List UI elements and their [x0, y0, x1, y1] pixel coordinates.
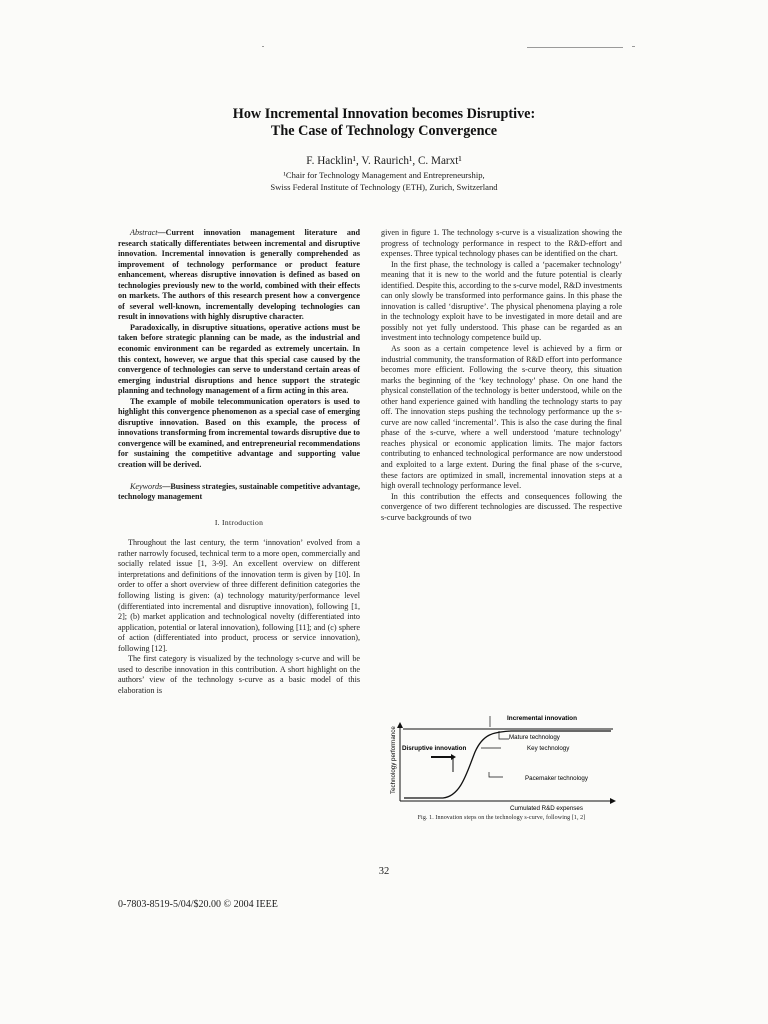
abstract-paragraph: The example of mobile telecommunication operators is used to highlight this convergence phenomenon as a special case of emerging disruptive innovation. Based on this example, the process of innovations transforming from incremental towards disruptive due to convergence will be examined, and entrepreneurial recommendations for sustaining the competitive advantage and supporting value creation will be derived.: [118, 396, 360, 470]
affiliation: [0, 169, 768, 193]
abstract-label: Abstract: [130, 228, 158, 237]
page-number: 32: [378, 866, 390, 877]
figure-caption: Fig. 1. Innovation steps on the technology s-curve, following [1, 2]: [417, 815, 586, 821]
abstract-paragraph: [118, 228, 360, 323]
body-paragraph: In the first phase, the technology is called a ‘pacemaker technology’ meaning that it is new to the world and the future potential is clearly identified. Despite this, according to the s-curve model, R&D investments can only slowly be transformed into performance gains. In this phase the innovation is called ‘disruptive’. The physical phenomena playing a role in the technology exploit have to be investigated in more detail and are possibly not yet fully understood. This phase can be regarded as an investment into technology competence build up.: [381, 259, 622, 343]
label-pacemaker-technology: Pacemaker technology: [525, 775, 588, 782]
abstract-text: —Current innovation management literature and research statically differentiates between incremental and disruptive innovation. Incremental innovation is generally comprehended as improvement of technology performance or product feature enhancement, whereas disruptive innovation is defined as based on technologies previously new to the world, combined with their effects on markets. The authors of this research present how a convergence of several well-known, incrementally developing technologies can result in innovations with highly disruptive character.: [118, 228, 360, 322]
keywords: [118, 482, 360, 503]
scan-mark: [632, 46, 635, 47]
pacemaker-pointer: [489, 772, 503, 777]
author-list: F. Hacklin¹, V. Raurich¹, C. Marxt¹: [306, 155, 462, 167]
copyright-footer: 0-7803-8519-5/04/$20.00 © 2004 IEEE: [118, 899, 278, 910]
scan-mark: [262, 46, 264, 47]
y-axis-arrow: [397, 722, 403, 728]
body-paragraph: The first category is visualized by the technology s-curve and will be used to describe innovation in this contribution. A short highlight on the authors’ view of the technology s-curve as a basic model of this elaboration is: [118, 654, 360, 695]
title-line-2: The Case of Technology Convergence: [270, 122, 498, 139]
s-curve-diagram: [381, 712, 622, 820]
affiliation-line-2: Swiss Federal Institute of Technology (ETH), Zurich, Switzerland: [270, 182, 498, 192]
introduction-body: [118, 538, 360, 696]
header-rule: [527, 47, 623, 48]
label-x-axis: Cumulated R&D expenses: [510, 805, 583, 812]
affiliation-line-1: ¹Chair for Technology Management and Entrepreneurship,: [283, 170, 485, 180]
label-incremental-innovation: Incremental innovation: [507, 715, 577, 722]
label-y-axis: Technology performance: [390, 726, 397, 794]
title-line-1: How Incremental Innovation becomes Disruptive:: [232, 106, 536, 122]
abstract: [118, 228, 360, 471]
right-column: [381, 228, 622, 523]
keywords-label: Keywords: [130, 481, 163, 491]
label-mature-technology: Mature technology: [509, 734, 560, 741]
figure-s-curve: [381, 712, 622, 824]
label-key-technology: Key technology: [527, 745, 570, 752]
body-paragraph: As soon as a certain competence level is achieved by a firm or industrial community, the transformation of R&D effort into performance becomes more efficient. Following the s-curve theory, this situation marks the beginning of the ‘key technology’ phase. On one hand the physical constellation of the technology is better understood, while on the other hand experience gained with handling the technology starts to pay off. The innovation steps pushing the technology performance up the s-curve are now called ‘incremental’. This is also the case during the final phase of the s-curve, where a well understood ‘mature technology’ reaches physical or economic application limits. The major factors contributing to enhanced technological performance are now understood and exploited to a large extent. During the final phase of the s-curve, these factors are optimized in small, incremental innovation steps at a high overall technology performance level.: [381, 344, 622, 491]
body-paragraph: In this contribution the effects and consequences following the convergence of two different technologies are discussed. The respective s-curve backgrounds of two: [381, 491, 622, 522]
s-curve-line: [404, 731, 611, 798]
abstract-paragraph: Paradoxically, in disruptive situations, operative actions must be taken before strategic planning can be made, as the industrial and economic environment can be regarded as extremely uncertain. In this context, however, we argue that this special case caused by the convergence of technologies can serve to understand certain areas of emerging industrial disruptions and hence support the strategic planning and technology management of a firm acting in this area.: [118, 322, 360, 396]
keywords-text: —Business strategies, sustainable competitive advantage, technology management: [118, 481, 360, 502]
section-heading: I. Introduction: [214, 517, 264, 527]
label-disruptive-innovation: Disruptive innovation: [402, 745, 467, 752]
body-paragraph: given in figure 1. The technology s-curve is a visualization showing the progress of technology performance in respect to the R&D-effort and expenses. Three typical technology phases can be identified on the chart.: [381, 228, 622, 259]
left-column: [118, 228, 360, 696]
x-axis-arrow: [610, 798, 616, 804]
body-paragraph: Throughout the last century, the term ‘innovation’ evolved from a rather narrowly focused, technical term to a more open, commercially and socially related issue [1, 3-9]. An excellent overview on different interpretations and definitions of the innovation term is given by [10]. In order to offer a short overview of three different definition categories the following listing is given: (a) technology maturity/performance level (differentiated into incremental and disruptive innovation), following [1, 2]; (b) market application and technological novelty (differentiated into application, potential or lateral innovation), following [11]; and (c) sphere of action (differentiated into product, process or service innovation), following [12].: [118, 538, 360, 653]
paper-title: [0, 106, 768, 139]
